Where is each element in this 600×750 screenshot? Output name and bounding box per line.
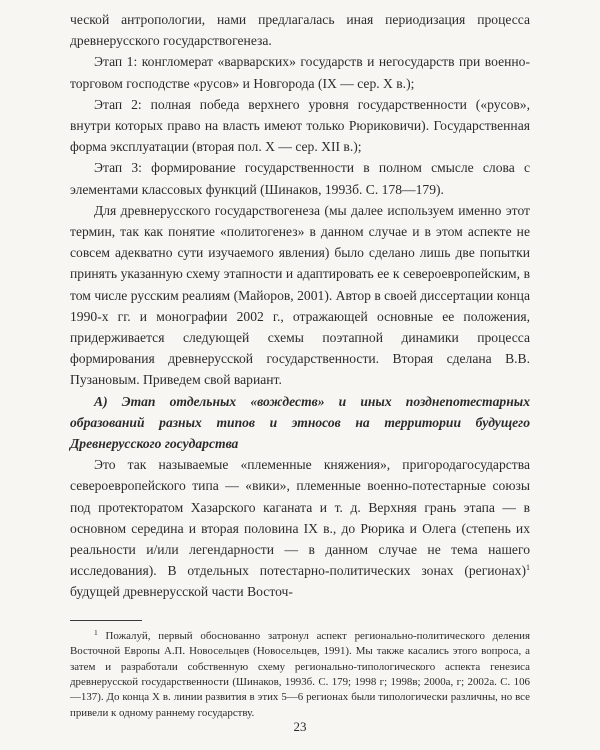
footnote-divider (70, 620, 142, 621)
section-heading-a: А) Этап отдельных «вождеств» и иных позднепотестарных образований разных типов и этносов на территории будущего Древнерусского государства (70, 393, 530, 452)
paragraph-stage-2: Этап 2: полная победа верхнего уровня государственности («русов», внутри которых право на власть имеют только Рюриковичи). Государственная форма эксплуатации (вторая пол. X — сер. XII в.); (70, 96, 530, 155)
paragraph-stage-3: Этап 3: формирование государственности в полном смысле слова с элементами классовых функций (Шинаков, 1993б. С. 178—179). (70, 160, 530, 197)
paragraph-text: Это так называемые «племенные княжения», пригородагосударства североевропейского типа — «вики», племенные военно-потестарные союзы под протекторатом Хазарского каганата и т. д. Верхняя грань этапа — в основном середина и вторая половина IX в., до Рюрика и Олега (степень их реальности и/или легендарности — в данном случае не тема нашего исследования). В отдельных потестарно-политических зонах (регионах) (70, 457, 530, 579)
paragraph-tribal-principalities (70, 454, 530, 602)
paragraph-scheme: Для древнерусского государствогенеза (мы далее используем именно этот термин, так как понятие «политогенез» в данном случае и в этом аспекте не совсем адекватно сути изучаемого явления) было сделано лишь две попытки принять указанную схему этапности и адаптировать ее к североевропейским, в том числе русским реалиям (Майоров, 2001). Автор в своей диссертации конца 1990-х гг. и монографии 2002 г., отражающей основные ее положения, придерживается следующей схемы поэтапной динамики процесса формирования древнерусской государственности. Вторая сделана В.В. Пузановым. Приведем свой вариант. (70, 202, 530, 388)
paragraph-stage-1: Этап 1: конгломерат «варварских» государств и негосударств при военно-торговом господстве «русов» и Новгорода (IX — сер. X в.); (70, 54, 530, 91)
main-text (70, 9, 530, 603)
footnote (70, 629, 530, 721)
page-number: 23 (293, 719, 307, 734)
footnote-mark: 1 (94, 627, 98, 637)
paragraph-tail: будущей древнерусской части Восточ- (70, 584, 293, 600)
footnote-reference: 1 (526, 563, 530, 573)
footnote-text: Пожалуй, первый обоснованно затронул аспект регионально-политического деления Восточной Европы А.П. Новосельцев (Новосельцев, 1991). Мы также касались этого вопроса, а затем и разработали собственную схему регионально-типологического аспекта генезиса древнерусской государственности (Шинаков, 1993б. С. 179; 1998 г; 1998в; 2000а, г; 2002а. С. 106—137). До конца X в. линии развития в этих 5—6 регионах были типологически различны, но все привели к одному раннему государству. (70, 629, 530, 719)
paragraph-continuation: ческой антропологии, нами предлагалась иная периодизация процесса древнерусского государствогенеза. (70, 12, 530, 49)
